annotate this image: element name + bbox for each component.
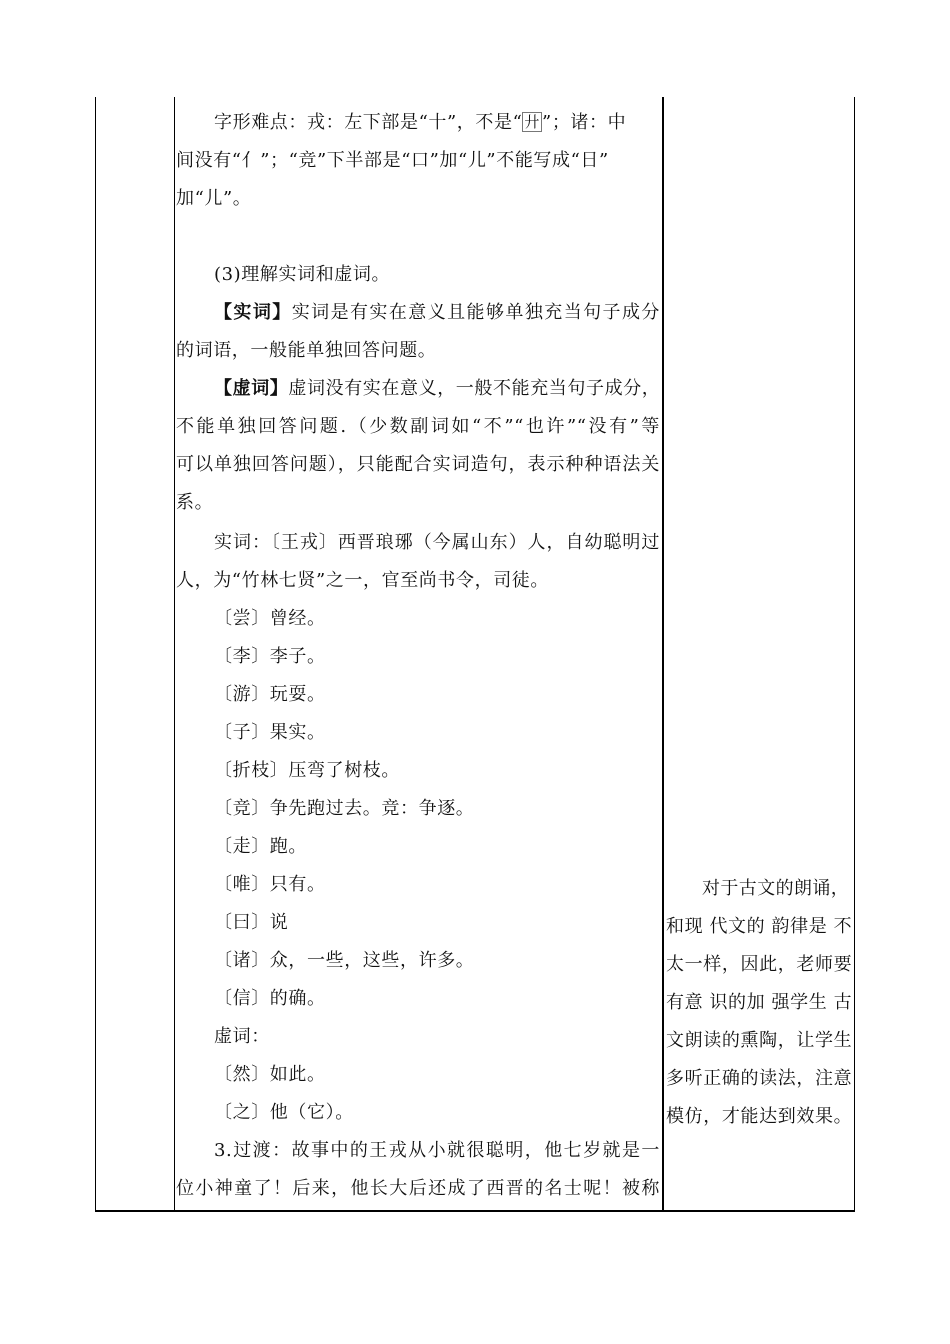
design-note-line: 对于古文的朗诵，: [702, 878, 850, 899]
table-border-right: [854, 97, 855, 1212]
design-note-line: 模仿，才能达到效果。: [666, 1106, 852, 1127]
content-words-intro-line-1: 实词：〔王戎〕西晋琅琊（今属山东）人，自幼聪明过: [214, 532, 660, 553]
lesson-table: [95, 97, 855, 1212]
content-words-intro-line-2: 人，为“竹林七贤”之一，官至尚书令，司徒。: [176, 570, 550, 591]
word-gloss-item: 〔诸〕众，一些，这些，许多。: [214, 950, 475, 971]
word-gloss-item: 〔游〕玩耍。: [214, 684, 326, 705]
transition-line-2: 位小神童了！后来，他长大后还成了西晋的名士呢！被称: [176, 1178, 660, 1199]
boxed-character: 廾: [524, 113, 541, 131]
function-word-item: 〔然〕如此。: [214, 1064, 326, 1085]
function-words-label: 虚词：: [214, 1026, 270, 1047]
design-note-line: 和现 代文的 韵律是 不: [666, 916, 852, 937]
function-word-def-line-1: 【虚词】虚词没有实在意义，一般不能充当句子成分，: [214, 378, 661, 399]
step-3-title: (3)理解实词和虚词。: [214, 264, 391, 285]
function-word-def-line-3: 可以单独回答问题），只能配合实词造句，表示种种语法关: [176, 454, 660, 475]
function-word-item: 〔之〕他（它）。: [214, 1102, 354, 1123]
design-intent-cell: [664, 97, 854, 1212]
glyph-difficulty-line-1: 字形难点：戎：左下部是“十”，不是“ 廾 ”；诸：中: [214, 112, 627, 133]
glyph-difficulty-line-2: 间没有“亻”；“竞”下半部是“口”加“儿”不能写成“日”: [176, 150, 609, 171]
teaching-process-cell: [174, 97, 662, 1212]
word-gloss-item: 〔子〕果实。: [214, 722, 326, 743]
content-word-label: 【实词】: [214, 302, 292, 323]
function-word-label: 【虚词】: [214, 378, 289, 399]
word-gloss-item: 〔李〕李子。: [214, 646, 326, 667]
design-note-line: 有意 识的加 强学生 古: [666, 992, 852, 1013]
word-gloss-item: 〔折枝〕压弯了树枝。: [214, 760, 400, 781]
table-border-left: [95, 97, 96, 1212]
glyph-difficulty-line-3: 加“儿”。: [176, 188, 252, 209]
function-word-def-line-4: 系。: [176, 492, 214, 513]
word-gloss-item: 〔信〕的确。: [214, 988, 326, 1009]
design-note-line: 太一样，因此，老师要: [666, 954, 852, 975]
word-gloss-item: 〔尝〕曾经。: [214, 608, 326, 629]
word-gloss-item: 〔曰〕说: [214, 912, 289, 933]
word-gloss-item: 〔走〕跑。: [214, 836, 307, 857]
design-note-line: 文朗读的熏陶，让学生: [666, 1030, 852, 1051]
transition-line-1: 3.过渡：故事中的王戎从小就很聪明，他七岁就是一: [214, 1140, 660, 1161]
word-gloss-item: 〔竞〕争先跑过去。竞：争逐。: [214, 798, 475, 819]
function-word-def-line-2: 不能单独回答问题.（少数副词如“不”“也许”“没有”等: [176, 416, 660, 437]
word-gloss-item: 〔唯〕只有。: [214, 874, 326, 895]
content-word-def-line-1: 【实词】实词是有实在意义且能够单独充当句子成分: [214, 302, 660, 323]
design-note-line: 多听正确的读法，注意: [666, 1068, 852, 1089]
content-word-def-line-2: 的词语，一般能单独回答问题。: [176, 340, 437, 361]
